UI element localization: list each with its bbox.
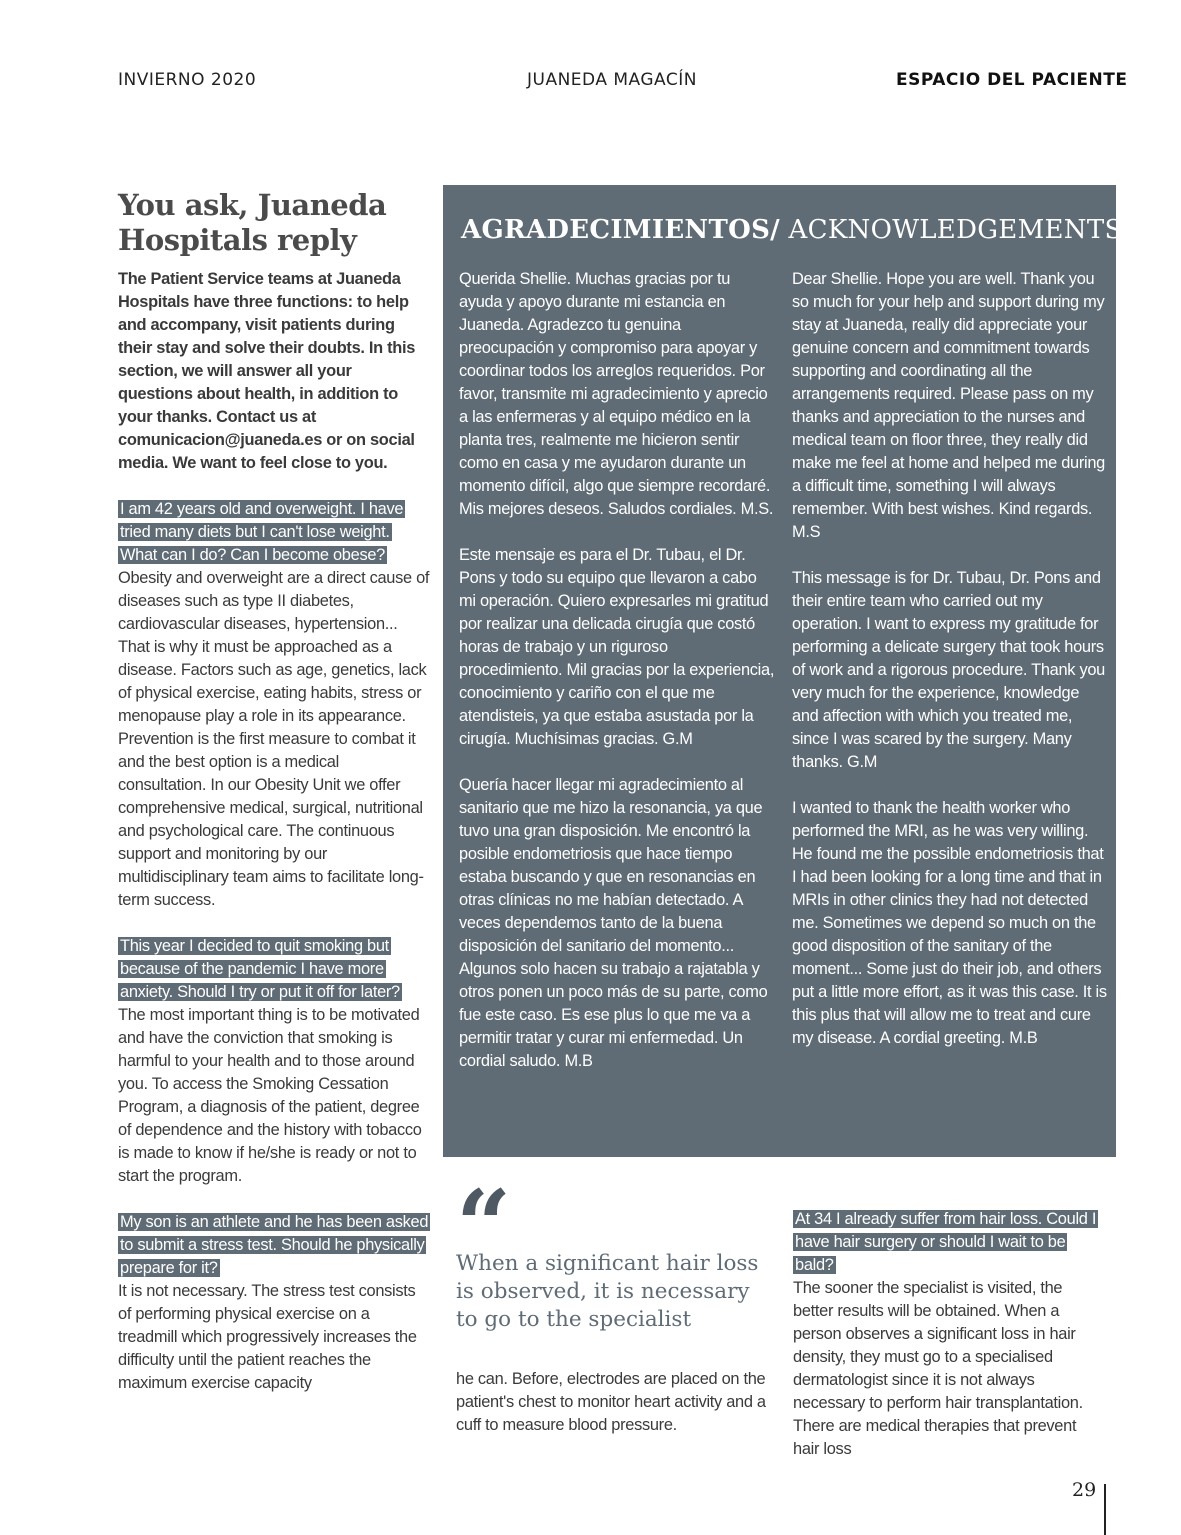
- answer: It is not necessary. The stress test consists of performing physical exercise on a treadmill which progressively increases the difficulty until the patient reaches the maximum exercise capacity: [118, 1282, 417, 1392]
- article-intro: The Patient Service teams at Juaneda Hospitals have three functions: to help and accompany, visit patients during their stay and solve their doubts. In this section, we will answer all your questions about health, in addition to your thanks. Contact us at comunicacion@juaneda.es or on social media. We want to feel close to you.: [118, 270, 416, 472]
- page-number: 29: [1072, 1479, 1097, 1501]
- right-column: [793, 1208, 1105, 1461]
- english-message: Dear Shellie. Hope you are well. Thank you so much for your help and support during my stay at Juaneda, really did appreciate your genuine concern and commitment towards supporting and coordinating all the arrangements required. Please pass on my thanks and appreciation to the nurses and medical team on floor three, they really did make me feel at home and helped me during a difficult time, something I will always remember. With best wishes. Kind regards. M.S: [792, 270, 1105, 541]
- spanish-message: Quería hacer llegar mi agradecimiento al sanitario que me hizo la resonancia, ya que tuvo una gran disposición. Me encontró la posible endometriosis que hace tiempo estaba buscando y que en resonancias en otras clínicas no me habían detectado. A veces dependemos tanto de la buena disposición del sanitario del momento... Algunos solo hacen su trabajo a rajatabla y otros ponen un poco más de su parte, como fue este caso. Es ese plus lo que me va a permitir tratar y curar mi enfermedad. Un cordial saludo. M.B: [459, 776, 768, 1070]
- qa-item: [118, 498, 430, 912]
- english-message: This message is for Dr. Tubau, Dr. Pons and their entire team who carried out my operation. I want to express my gratitude for performing a delicate surgery that took hours of work and a rigorous procedure. Thank you very much for the experience, knowledge and affection with which you treated me, since I was scared by the surgery. Many thanks. G.M: [792, 569, 1105, 771]
- question: [118, 498, 430, 567]
- qa-item: [118, 935, 430, 1188]
- question-text: This year I decided to quit smoking but because of the pandemic I have more anxiety. Should I try or put it off for later?: [120, 937, 400, 1001]
- qa-item: [118, 1211, 430, 1395]
- question-text: My son is an athlete and he has been asked to submit a stress test. Should he physically prepare for it?: [120, 1213, 429, 1277]
- panel-title: [461, 215, 1123, 245]
- english-column: [792, 268, 1108, 1073]
- pull-quote: When a significant hair loss is observed, it is necessary to go to the specialist: [456, 1251, 759, 1332]
- article-title: You ask, Juaneda Hospitals reply: [118, 188, 387, 257]
- issue-label: INVIERNO 2020: [118, 70, 257, 90]
- spanish-message: Este mensaje es para el Dr. Tubau, el Dr. Pons y todo su equipo que llevaron a cabo mi operación. Quiero expresarles mi gratitud por realizar una delicada cirugía que costó horas de trabajo y un riguroso procedimiento. Mil gracias por la experiencia, conocimiento y cariño con el que me atendisteis, ya que estaba asustada por la cirugía. Muchísimas gracias. G.M: [459, 546, 775, 748]
- question-text: I am 42 years old and overweight. I have tried many diets but I can't lose weight. What can I do? Can I become obese?: [120, 500, 404, 564]
- question: [118, 935, 430, 1004]
- question-text: At 34 I already suffer from hair loss. Could I have hair surgery or should I wait to be bald?: [795, 1210, 1097, 1274]
- spanish-message: Querida Shellie. Muchas gracias por tu ayuda y apoyo durante mi estancia en Juaneda. Agradezco tu genuina preocupación y compromiso para apoyar y coordinar todos los arreglos requeridos. Por favor, transmite mi agradecimiento y aprecio a las enfermeras y al equipo médico en la planta tres, realmente me hicieron sentir como en casa y me ayudaron durante un momento difícil, algo que siempre recordaré. Mis mejores deseos. Saludos cordiales. M.S.: [459, 270, 774, 518]
- page-divider: [1104, 1484, 1106, 1535]
- section-label: ESPACIO DEL PACIENTE: [896, 70, 1128, 90]
- panel-title-bold: AGRADECIMIENTOS/: [461, 215, 780, 245]
- continued-text: he can. Before, electrodes are placed on the patient's chest to monitor heart activity and a cuff to measure blood pressure.: [456, 1370, 766, 1434]
- quote-mark-icon: “: [456, 1169, 512, 1282]
- answer: Obesity and overweight are a direct cause of diseases such as type II diabetes, cardiovascular diseases, hypertension... That is why it must be approached as a disease. Factors such as age, genetics, lack of physical exercise, eating habits, stress or menopause play a role in its appearance. Prevention is the first measure to combat it and the best option is a medical consultation. In our Obesity Unit we offer comprehensive medical, surgical, nutritional and psychological care. The continuous support and monitoring by our multidisciplinary team aims to facilitate long-term success.: [118, 569, 430, 909]
- question: [793, 1208, 1105, 1277]
- acknowledgements-panel: [443, 185, 1123, 1157]
- question: [118, 1211, 430, 1280]
- answer: The most important thing is to be motivated and have the conviction that smoking is harmful to your health and to those around you. To access the Smoking Cessation Program, a diagnosis of the patient, degree of dependence and the history with tobacco is made to know if he/she is ready or not to start the program.: [118, 1006, 422, 1185]
- magazine-title: JUANEDA MAGACÍN: [527, 70, 697, 90]
- english-message: I wanted to thank the health worker who performed the MRI, as he was very willing. He found me the possible endometriosis that I had been looking for a long time and that in MRIs in other clinics they had not detected me. Sometimes we depend so much on the good disposition of the sanitary of the moment... Some just do their job, and others put a little more effort, as it was this case. It is this plus that will allow me to treat and cure my disease. A cordial greeting. M.B: [792, 799, 1107, 1047]
- panel-title-light: ACKNOWLEDGEMENTS: [779, 215, 1123, 245]
- left-column: [118, 188, 430, 1395]
- spanish-column: [459, 268, 775, 1096]
- answer: The sooner the specialist is visited, the better results will be obtained. When a person observes a significant loss in hair density, they must go to a specialised dermatologist since it is not always necessary to perform hair transplantation. There are medical therapies that prevent hair loss: [793, 1279, 1083, 1458]
